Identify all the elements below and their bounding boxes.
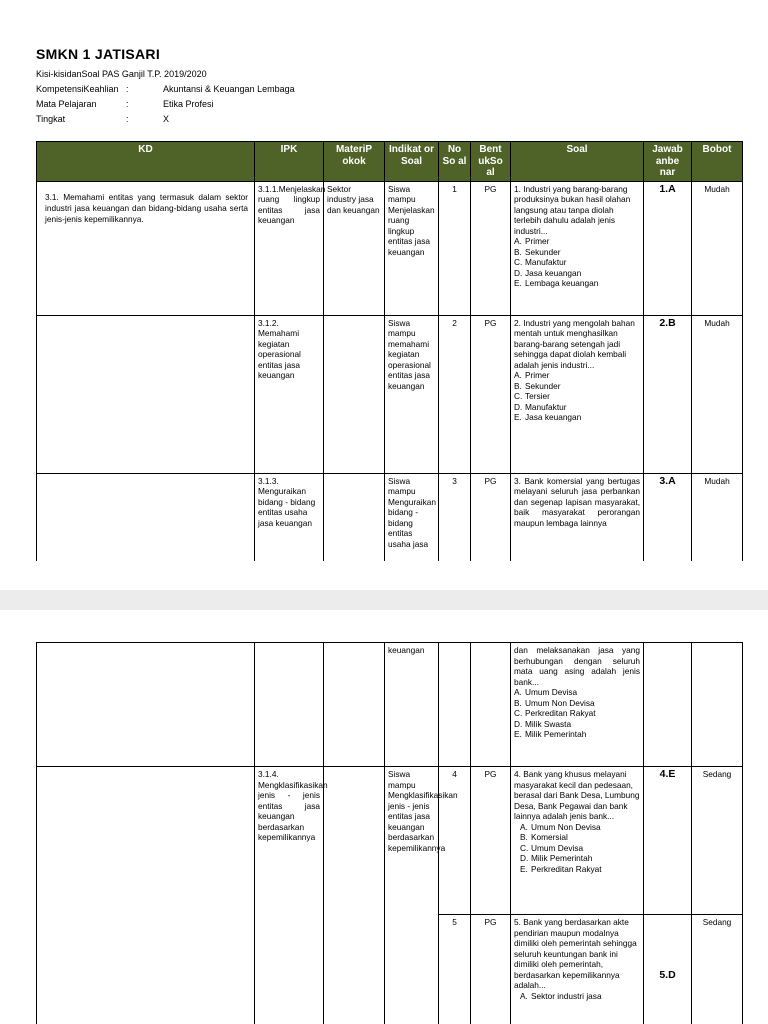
option-key: C. (520, 842, 529, 853)
no-cell: 3 (439, 473, 471, 561)
indikator-cell: Siswa mampu Mengklasifikasikan jenis - jenis entitas jasa keuangan berdasarkan kepemilikannya (385, 767, 439, 1024)
no-cell: 5 (439, 915, 471, 1024)
option-item (514, 247, 640, 258)
option-item (514, 268, 640, 279)
materi-cell (324, 315, 385, 473)
subtitle-text: Kisi-kisidanSoal PAS Ganjil T.P. 2019/2020 (36, 69, 207, 79)
bobot-cell: Mudah (692, 315, 743, 473)
field-mata-pelajaran (36, 98, 214, 110)
option-text: Sekunder (525, 246, 561, 257)
option-key: E. (520, 863, 528, 874)
kd-cell (37, 767, 255, 1024)
option-item (514, 698, 640, 709)
materi-cell (324, 767, 385, 1024)
ipk-cell: 3.1.2. Memahami kegiatan operasional entitas jasa keuangan (255, 315, 324, 473)
indikator-cell: Siswa mampu Menguraikan bidang - bidang entitas usaha jasa (385, 473, 439, 561)
table-row (37, 181, 743, 315)
option-text: Umum Non Devisa (531, 821, 601, 832)
ipk-cell: 3.1.3. Menguraikan bidang - bidang entitas usaha jasa keuangan (255, 473, 324, 561)
kd-cell (37, 643, 255, 767)
indikator-cell: Siswa mampu memahami kegiatan operasional entitas jasa keuangan (385, 315, 439, 473)
option-text: Sektor industri jasa (531, 990, 602, 1001)
option-text: Jasa keuangan (525, 267, 582, 278)
indikator-cell: Siswa mampu Menjelaskan ruang lingkup entitas jasa keuangan (385, 181, 439, 315)
option-key: A. (514, 236, 522, 246)
bobot-cell: Mudah (692, 181, 743, 315)
question-text: 5. Bank yang berdasarkan akte pendirian maupun modalnya dimiliki oleh pemerintah sehingga seluruh keuntungan bank ini dimiliki oleh pemerintah, berdasarkan kepemilikannya adalah... (514, 917, 637, 990)
option-key: C. (514, 391, 523, 401)
bentuk-cell (471, 643, 511, 767)
field-colon: : (126, 114, 129, 124)
field-tingkat (36, 113, 169, 125)
ipk-cell (255, 643, 324, 767)
option-key: D. (514, 267, 523, 278)
option-text: Manufaktur (525, 401, 567, 412)
col-jawaban: Jawab anbe nar (644, 142, 692, 182)
table-header-row (37, 142, 743, 182)
bentuk-cell: PG (471, 315, 511, 473)
option-text: Milik Pemerintah (525, 729, 587, 739)
options-list (514, 991, 640, 1002)
soal-cell (511, 643, 644, 767)
materi-cell (324, 473, 385, 561)
kisi-kisi-table-continued (36, 642, 743, 1024)
bentuk-cell: PG (471, 915, 511, 1024)
col-soal: Soal (511, 142, 644, 182)
materi-cell: Sektor industry jasa dan keuangan (324, 181, 385, 315)
option-key: B. (514, 697, 522, 708)
bobot-cell: Sedang (692, 915, 743, 1024)
table-row (37, 767, 743, 915)
soal-cell: 3. Bank komersial yang bertugas melayani seluruh jasa perbankan dan segenap lapisan masyarakat, baik masyarakat perorangan maupun lembaga lainnya (511, 473, 644, 561)
option-text: Perkreditan Rakyat (531, 863, 602, 874)
options-list (514, 370, 640, 423)
option-text: Sekunder (525, 380, 561, 391)
option-key: A. (520, 821, 528, 832)
col-bentuk: Bent ukSo al (471, 142, 511, 182)
no-cell: 4 (439, 767, 471, 915)
option-key: A. (520, 990, 528, 1001)
option-item (520, 991, 640, 1002)
question-text: 2. Industri yang mengolah bahan mentah untuk menghasilkan barang-barang setengah jadi sehingga dapat diolah kembali adalah jenis industri... (514, 317, 635, 370)
option-text: Jasa keuangan (525, 412, 582, 422)
option-text: Umum Devisa (525, 687, 578, 697)
soal-cell (511, 915, 644, 1024)
option-item (514, 719, 640, 730)
option-text: Manufaktur (525, 257, 567, 267)
soal-cell (511, 181, 644, 315)
answer-cell: 1.A (644, 181, 692, 315)
answer-cell: 4.E (644, 767, 692, 915)
field-label: KompetensiKeahlian (36, 84, 119, 94)
question-text: dan melaksanakan jasa yang berhubungan dengan seluruh mata uang asing adalah jenis bank... (514, 645, 640, 687)
option-key: C. (514, 257, 523, 267)
table-row (37, 315, 743, 473)
option-key: B. (514, 380, 522, 391)
no-cell: 1 (439, 181, 471, 315)
option-item (514, 236, 640, 247)
document-subtitle (36, 68, 207, 80)
option-key: D. (520, 853, 529, 863)
option-item (514, 278, 640, 289)
option-text: Primer (525, 370, 550, 380)
option-text: Umum Devisa (531, 842, 584, 853)
option-key: C. (514, 708, 523, 718)
option-item (520, 832, 640, 843)
kisi-kisi-table (36, 141, 743, 561)
bentuk-cell: PG (471, 473, 511, 561)
answer-cell: 2.B (644, 315, 692, 473)
field-value: X (163, 114, 170, 124)
field-label: Mata Pelajaran (36, 99, 97, 109)
field-colon: : (126, 99, 129, 109)
option-key: E. (514, 729, 522, 739)
field-kompetensi (36, 83, 295, 95)
option-key: D. (514, 401, 523, 412)
bentuk-cell: PG (471, 181, 511, 315)
col-kd: KD (37, 142, 255, 182)
bobot-cell (692, 643, 743, 767)
answer-cell: 5.D (644, 915, 692, 1024)
table-row (37, 643, 743, 767)
soal-cell (511, 315, 644, 473)
option-key: D. (514, 718, 523, 729)
ipk-cell: 3.1.1.Menjelaskan ruang lingkup entitas jasa keuangan (255, 181, 324, 315)
option-item (514, 708, 640, 719)
option-key: E. (514, 278, 522, 288)
option-item (520, 822, 640, 833)
option-item (514, 729, 640, 740)
option-key: E. (514, 412, 522, 422)
option-text: Milik Swasta (525, 718, 572, 729)
field-colon: : (126, 84, 129, 94)
option-text: Umum Non Devisa (525, 697, 595, 708)
col-ipk: IPK (255, 142, 324, 182)
document-page-2 (0, 610, 768, 1024)
kd-cell (37, 315, 255, 473)
option-item (520, 864, 640, 875)
table-row (37, 473, 743, 561)
materi-cell (324, 643, 385, 767)
options-list (514, 236, 640, 289)
indikator-cell: keuangan (385, 643, 439, 767)
question-text: 1. Industri yang barang-barang produksinya bukan hasil olahan langsung atau tanpa diolah terlebih dahulu adalah jenis industri... (514, 183, 631, 236)
option-key: A. (514, 687, 522, 697)
option-text: Milik Pemerintah (531, 853, 593, 863)
soal-cell (511, 767, 644, 915)
options-list (514, 687, 640, 740)
option-text: Komersial (531, 832, 568, 842)
option-text: Perkreditan Rakyat (525, 708, 596, 718)
option-item (514, 687, 640, 698)
option-item (514, 381, 640, 392)
col-no: No So al (439, 142, 471, 182)
no-cell (439, 643, 471, 767)
option-key: B. (520, 832, 528, 842)
option-text: Tersier (525, 391, 550, 401)
option-text: Lembaga keuangan (525, 278, 599, 288)
ipk-cell: 3.1.4. Mengklasifikasikan jenis - jenis entitas jasa keuangan berdasarkan kepemilikannya (255, 767, 324, 1024)
option-item (520, 843, 640, 854)
option-key: B. (514, 246, 522, 257)
bobot-cell: Sedang (692, 767, 743, 915)
option-item (514, 402, 640, 413)
no-cell: 2 (439, 315, 471, 473)
col-materi: MateriP okok (324, 142, 385, 182)
answer-cell (644, 643, 692, 767)
bobot-cell: Mudah (692, 473, 743, 561)
option-item (514, 370, 640, 381)
bentuk-cell: PG (471, 767, 511, 915)
field-label: Tingkat (36, 114, 66, 124)
field-value: Akuntansi & Keuangan Lembaga (163, 84, 295, 94)
question-text: 4. Bank yang khusus melayani masyarakat kecil dan pedesaan, berasal dari Bank Desa, Lumbung Desa, Bank Pegawai dan bank lainnya adalah jenis bank... (514, 769, 640, 821)
option-key: A. (514, 370, 522, 380)
option-item (520, 853, 640, 864)
option-item (514, 257, 640, 268)
col-indikator: Indikat or Soal (385, 142, 439, 182)
option-item (514, 391, 640, 402)
option-item (514, 412, 640, 423)
options-list (514, 822, 640, 875)
answer-cell: 3.A (644, 473, 692, 561)
field-value: Etika Profesi (163, 99, 214, 109)
school-title: SMKN 1 JATISARI (36, 46, 161, 62)
col-bobot: Bobot (692, 142, 743, 182)
kd-cell: 3.1. Memahami entitas yang termasuk dalam sektor industri jasa keuangan dan bidang-bidang usaha serta jenis-jenis kepemilikannya. (37, 181, 255, 315)
kd-cell (37, 473, 255, 561)
option-text: Primer (525, 236, 550, 246)
